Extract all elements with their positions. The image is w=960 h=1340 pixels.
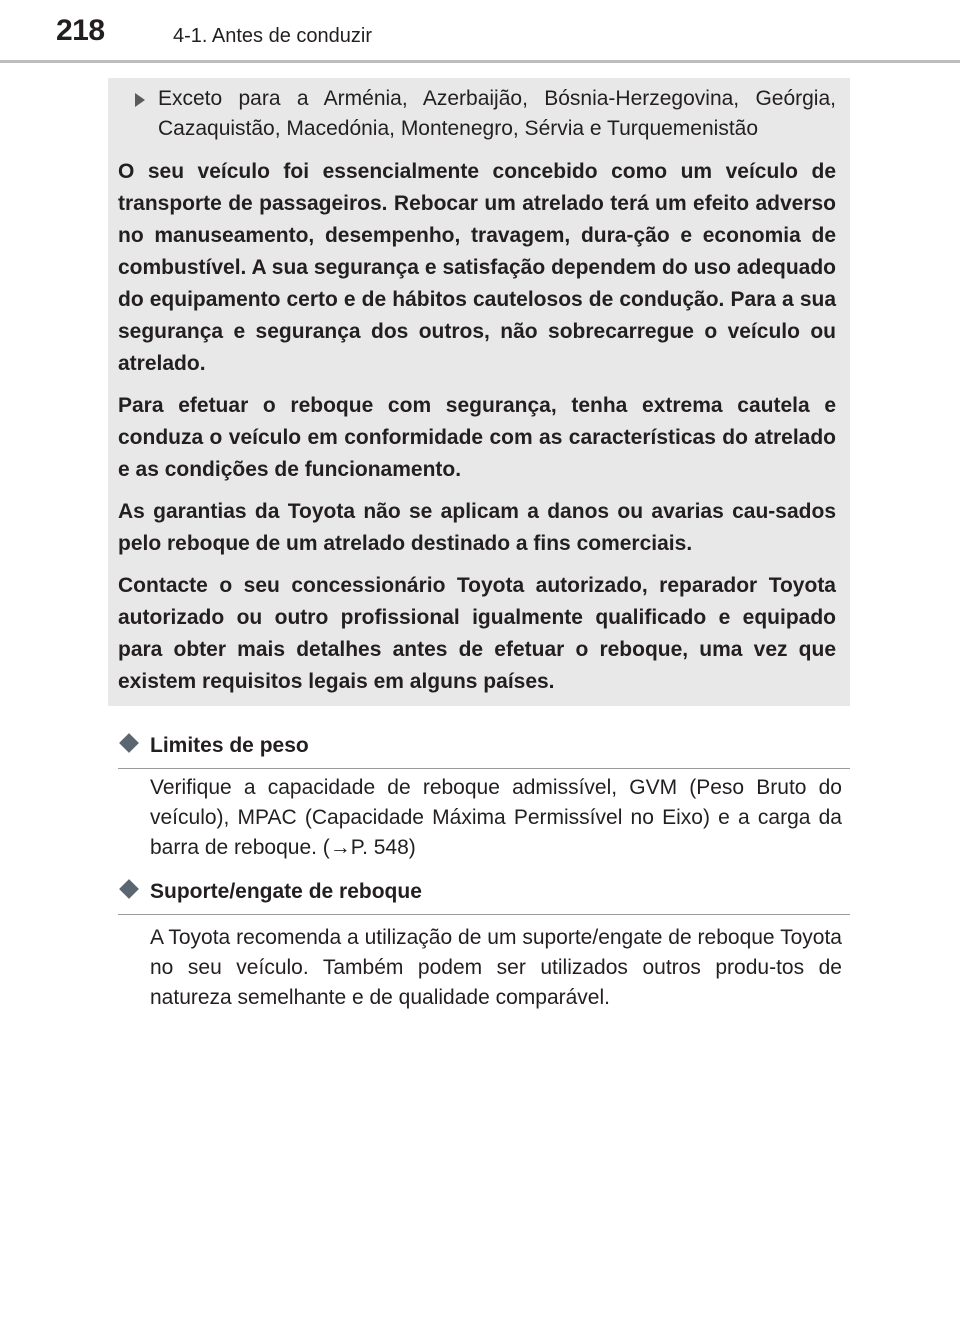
section-body-tow-hitch: A Toyota recomenda a utilização de um suporte/engate de reboque Toyota no seu veículo. Também podem ser utilizados outros produ-tos de natureza semelhante e de qualidade comparável. [150, 926, 842, 1009]
warning-box [108, 78, 850, 706]
section-title: 4-1. Antes de conduzir [173, 25, 373, 47]
section-heading-weight-limits [118, 732, 850, 769]
warning-paragraph: As garantias da Toyota não se aplicam a danos ou avarias cau-sados pelo reboque de um atrelado destinado a fins comerciais. [118, 500, 836, 555]
triangle-bullet-icon [135, 93, 145, 107]
bullet-text: Exceto para a Arménia, Azerbaijão, Bósnia-Herzegovina, Geórgia, Cazaquistão, Macedónia, Montenegro, Sérvia e Turquemenistão [158, 87, 836, 140]
diamond-bullet-icon [119, 733, 139, 753]
bullet-item [118, 84, 836, 144]
warning-paragraph: Contacte o seu concessionário Toyota autorizado, reparador Toyota autorizado ou outro profissional igualmente qualificado e equipado para obter mais detalhes antes de efetuar o reboque, uma vez que existem requisitos legais em alguns países. [118, 574, 836, 693]
section-heading-tow-hitch [118, 878, 850, 915]
section-heading-label: Limites de peso [150, 734, 309, 757]
section-body-weight-limits: Verifique a capacidade de reboque admissível, GVM (Peso Bruto do veículo), MPAC (Capacidade Máxima Permissível no Eixo) e a carga da barra de reboque. (→P. 548) [150, 776, 842, 859]
section-heading-label: Suporte/engate de reboque [150, 880, 422, 903]
warning-paragraph: O seu veículo foi essencialmente concebido como um veículo de transporte de passageiros. Rebocar um atrelado terá um efeito adverso no manuseamento, desempenho, travagem, dura-ção e economia de combustível. A sua segurança e satisfação dependem do uso adequado do equipamento certo e de hábitos cautelosos de condução. Para a sua segurança e segurança dos outros, não sobrecarregue o veículo ou atrelado. [118, 160, 836, 375]
page-number: 218 [56, 14, 105, 47]
diamond-bullet-icon [119, 879, 139, 899]
page-header [0, 0, 960, 64]
warning-paragraph: Para efetuar o reboque com segurança, tenha extrema cautela e conduza o veículo em conformidade com as características do atrelado e as condições de funcionamento. [118, 394, 836, 481]
header-divider [0, 60, 960, 63]
